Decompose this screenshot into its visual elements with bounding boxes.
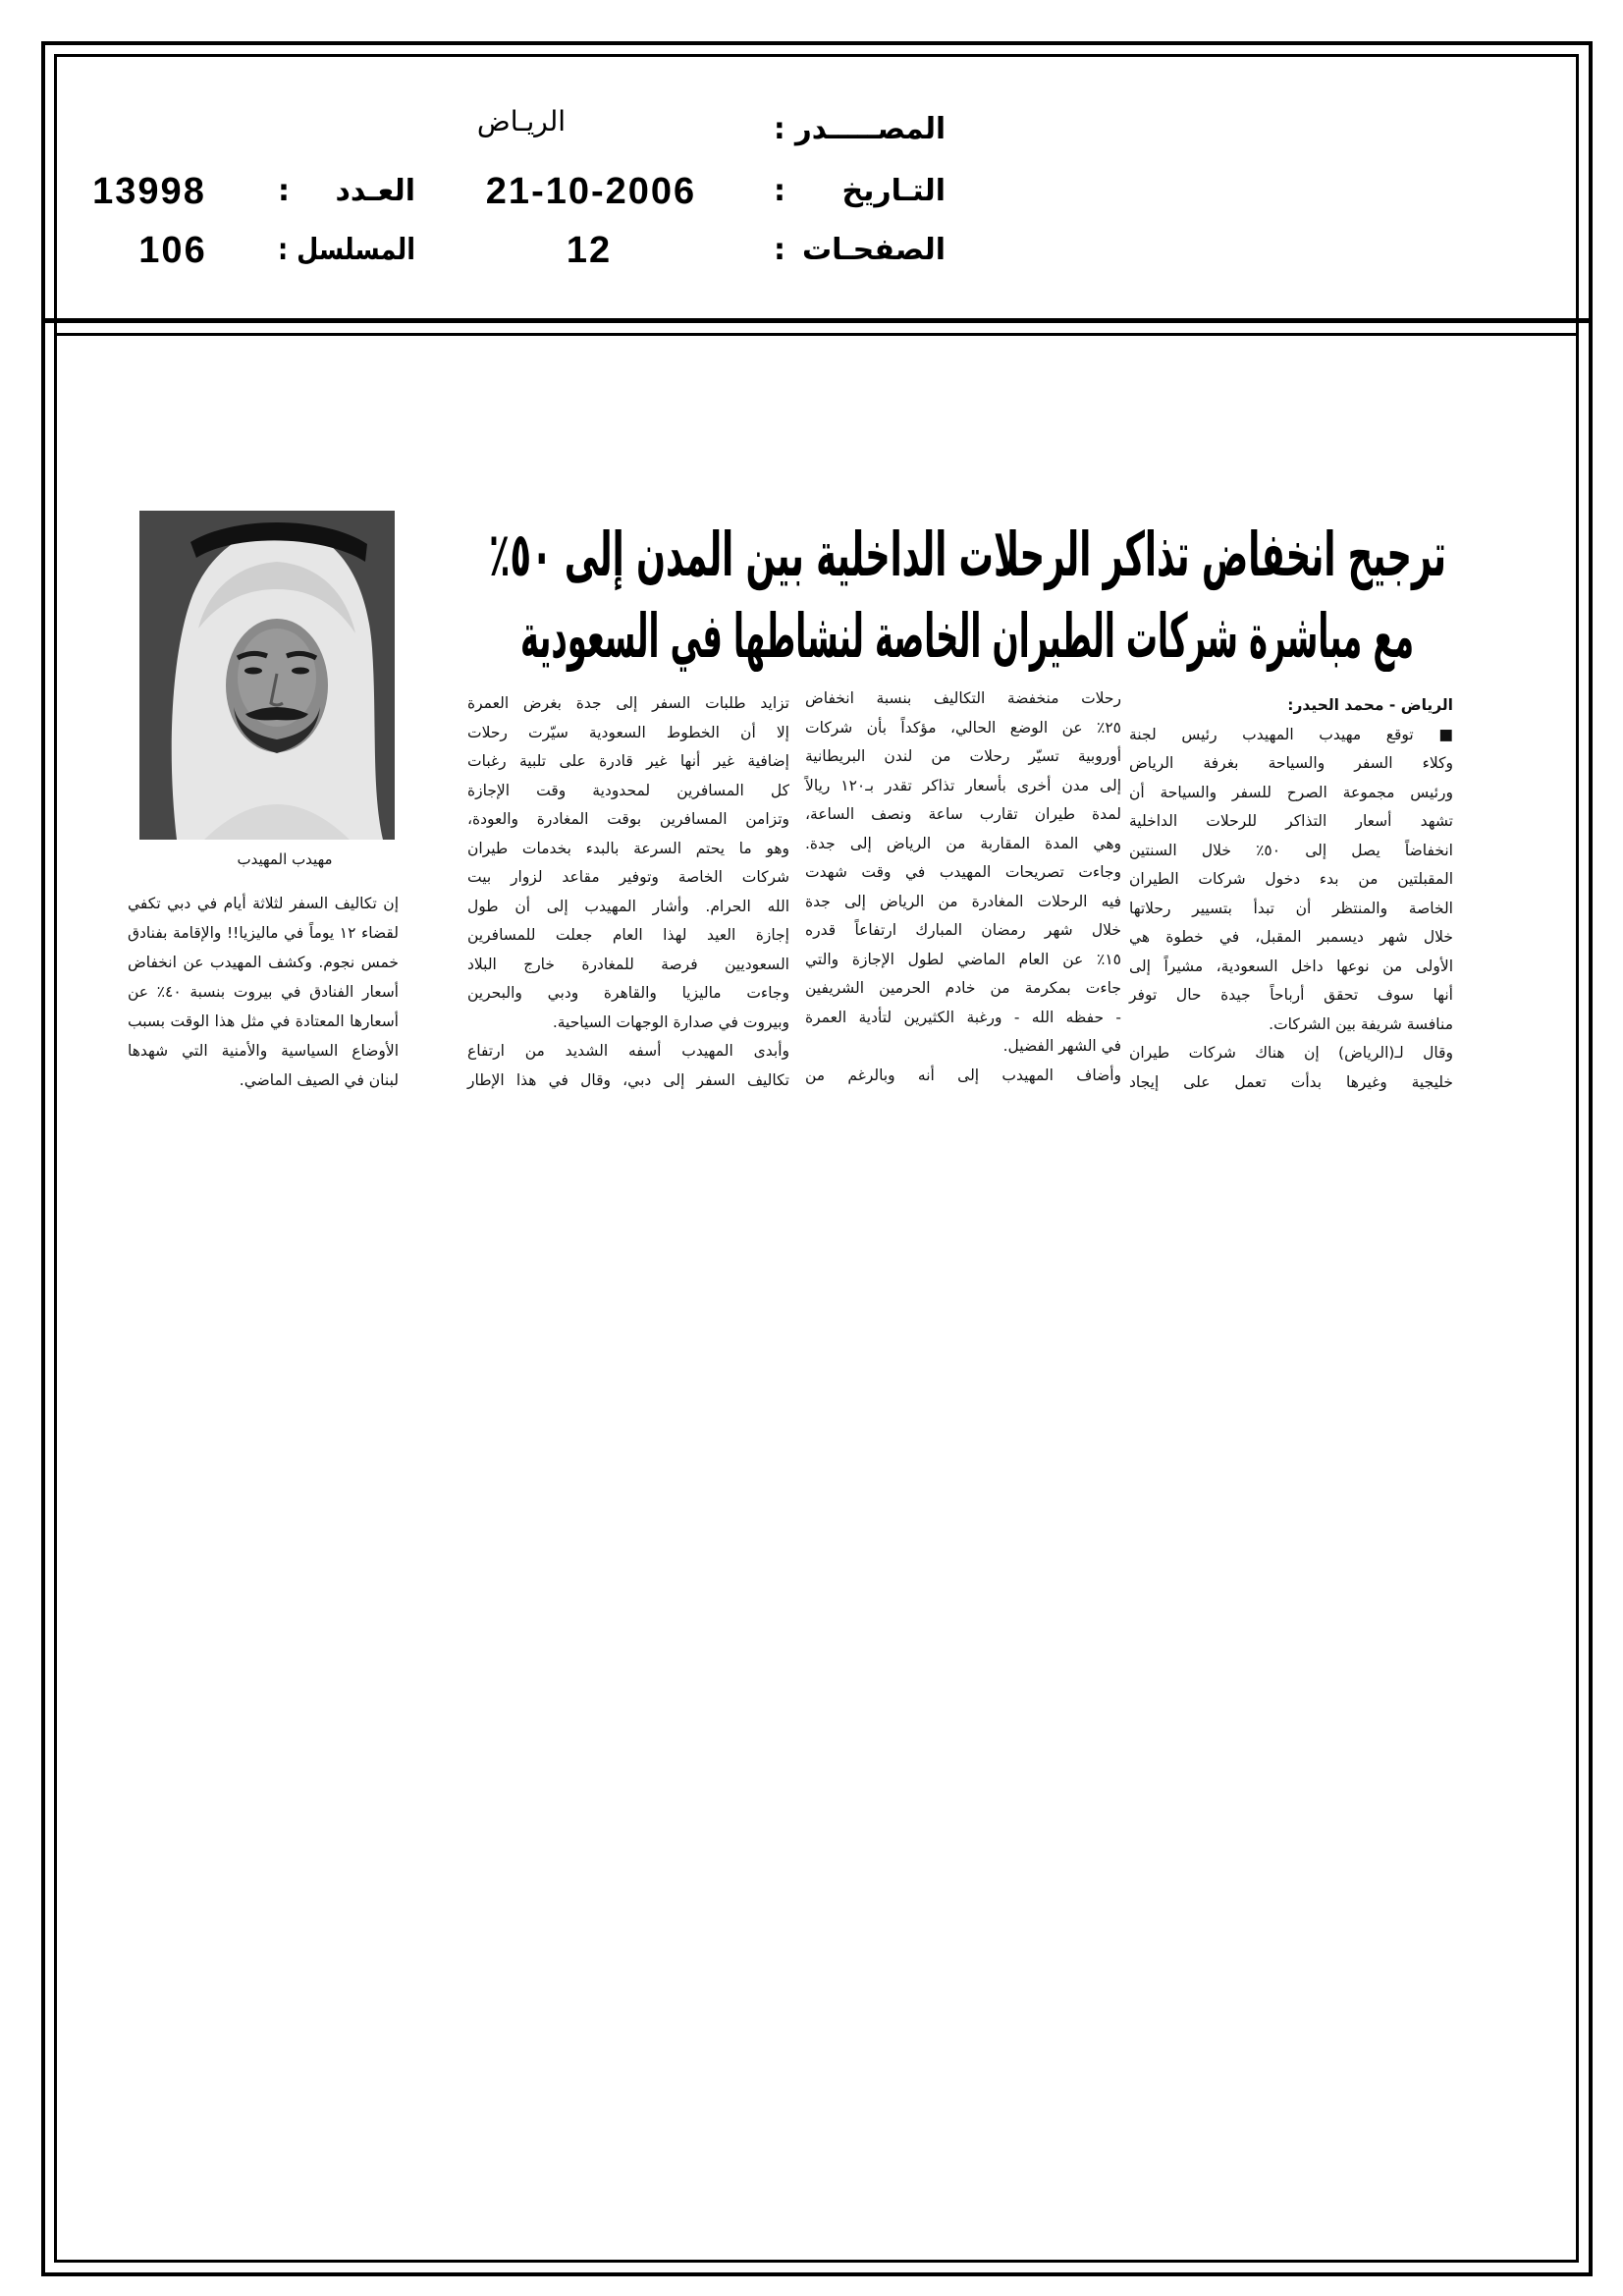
header-separator	[41, 318, 1593, 323]
body-line: وقال لـ(الرياض) إن هناك شركات طيران	[1129, 1044, 1453, 1062]
body-line: تشهد أسعار التذاكر للرحلات الداخلية	[1129, 812, 1453, 830]
article-column-2	[805, 684, 1121, 1090]
body-line: فيه الرحلات المغادرة من الرياض إلى جدة	[805, 892, 1121, 910]
body-line: أسعارها المعتادة في مثل هذا الوقت بسبب	[128, 1012, 399, 1030]
body-line: وجاءت تصريحات المهيدب في وقت شهدت	[805, 863, 1121, 881]
body-line: شركات الخاصة وتوفير مقاعد لزوار بيت	[467, 868, 789, 886]
body-line: إلا أن الخطوط السعودية سيّرت رحلات	[467, 723, 789, 741]
headline-line: مع مباشرة شركات الطيران الخاصة لنشاطها في السعودية	[520, 600, 1414, 672]
body-line: وأبدى المهيدب أسفه الشديد من ارتفاع	[467, 1042, 789, 1060]
body-line: تزايد طلبات السفر إلى جدة بغرض العمرة	[467, 694, 789, 712]
body-line: خمس نجوم. وكشف المهيدب عن انخفاض	[128, 954, 399, 971]
body-line: جاءت بمكرمة من خادم الحرمين الشريفين	[805, 979, 1121, 997]
body-line: رحلات منخفضة التكاليف بنسبة انخفاض	[805, 689, 1121, 707]
body-line: وهي المدة المقاربة من الرياض إلى جدة.	[805, 834, 1121, 852]
body-line: إجازة العيد لهذا العام جعلت للمسافرين	[467, 926, 789, 944]
issue-value: 13998	[92, 171, 206, 212]
byline: الرياض - محمد الحيدر:	[1287, 696, 1453, 714]
body-line: ١٥٪ عن العام الماضي لطول الإجازة والتي	[805, 950, 1121, 968]
pages-label: الصفحـات :	[774, 233, 946, 267]
body-line: لقضاء ١٢ يوماً في ماليزيا!! والإقامة بفنادق	[128, 924, 399, 942]
body-line: كل المسافرين لمحدودية وقت الإجازة	[467, 781, 789, 799]
body-line: وكلاء السفر والسياحة بغرفة الرياض	[1129, 754, 1453, 772]
body-line: وأضاف المهيدب إلى أنه وبالرغم من	[805, 1066, 1121, 1084]
serial-value: 106	[138, 230, 207, 271]
body-line: لمدة طيران تقارب ساعة ونصف الساعة،	[805, 805, 1121, 823]
body-line: إن تكاليف السفر لثلاثة أيام في دبي تكفي	[128, 895, 399, 912]
body-line: الأولى من نوعها داخل السعودية، مشيراً إلى	[1129, 957, 1453, 975]
page-border-inner	[54, 54, 1579, 2263]
article-column-1	[1129, 691, 1453, 1097]
date-label: التـاريخ :	[774, 174, 946, 208]
portrait-image	[139, 511, 395, 840]
body-line: وهو ما يحتم السرعة بالبدء بخدمات طيران	[467, 839, 789, 857]
headline-line: ترجيح انخفاض تذاكر الرحلات الداخلية بين المدن إلى ٥٠٪	[489, 519, 1446, 590]
body-line: - حفظه الله - ورغبة الكثيرين لتأدية العمرة	[805, 1008, 1121, 1026]
article-column-3	[467, 689, 789, 1095]
body-line: أنها سوف تحقق أرباحاً جيدة حال توفر	[1129, 986, 1453, 1004]
body-line: الله الحرام. وأشار المهيدب إلى أن طول	[467, 897, 789, 915]
issue-label: العـدد :	[278, 174, 415, 208]
article-column-4	[128, 889, 399, 1095]
body-line: منافسة شريفة بين الشركات.	[1269, 1014, 1453, 1033]
body-line: أوروبية تسيّر رحلات من لندن البريطانية	[805, 747, 1121, 765]
body-line: إضافية غير أنها غير قادرة على تلبية رغبات	[467, 752, 789, 770]
body-line: ■ توقع مهيدب المهيدب رئيس لجنة	[1129, 725, 1453, 743]
body-line: في الشهر الفضيل.	[1002, 1037, 1121, 1055]
body-line: ورئيس مجموعة الصرح للسفر والسياحة أن	[1129, 783, 1453, 801]
body-line: وجاءت ماليزيا والقاهرة ودبي والبحرين	[467, 984, 789, 1002]
body-line: ٢٥٪ عن الوضع الحالي، مؤكداً بأن شركات	[805, 718, 1121, 737]
body-line: الخاصة والمنتظر أن تبدأ بتسيير رحلاتها	[1129, 899, 1453, 917]
portrait-photo	[139, 511, 395, 840]
body-line: المقبلتين من بدء دخول شركات الطيران	[1129, 870, 1453, 888]
body-line: الأوضاع السياسية والأمنية التي شهدها	[128, 1042, 399, 1060]
date-value: 21-10-2006	[485, 171, 697, 212]
body-line: إلى مدن أخرى بأسعار تذاكر تقدر بـ١٢٠ ريالاً	[805, 776, 1121, 794]
body-line: أسعار الفنادق في بيروت بنسبة ٤٠٪ عن	[128, 983, 399, 1001]
source-value: الريـاض	[476, 105, 567, 137]
body-line: لبنان في الصيف الماضي.	[239, 1071, 399, 1089]
pages-value: 12	[566, 230, 613, 271]
body-line: خلال شهر رمضان المبارك ارتفاعاً قدره	[805, 921, 1121, 939]
body-line: خلال شهر ديسمبر المقبل، في خطوة هي	[1129, 928, 1453, 946]
body-line: وتزامن المسافرين بوقت المغادرة والعودة،	[467, 810, 789, 828]
body-line: وبيروت في صدارة الوجهات السياحية.	[552, 1012, 789, 1031]
body-line: تكاليف السفر إلى دبي، وقال في هذا الإطار	[467, 1070, 789, 1089]
header-separator-inner	[54, 333, 1579, 336]
source-label: المصـــــدر :	[774, 112, 946, 146]
body-line: انخفاضاً يصل إلى ٥٠٪ خلال السنتين	[1129, 841, 1453, 859]
body-line: خليجية وغيرها بدأت تعمل على إيجاد	[1129, 1072, 1453, 1091]
serial-label: المسلسل :	[278, 233, 415, 267]
photo-caption: مهيدب المهيدب	[237, 850, 333, 868]
body-line: السعوديين فرصة للمغادرة خارج البلاد	[467, 955, 789, 973]
